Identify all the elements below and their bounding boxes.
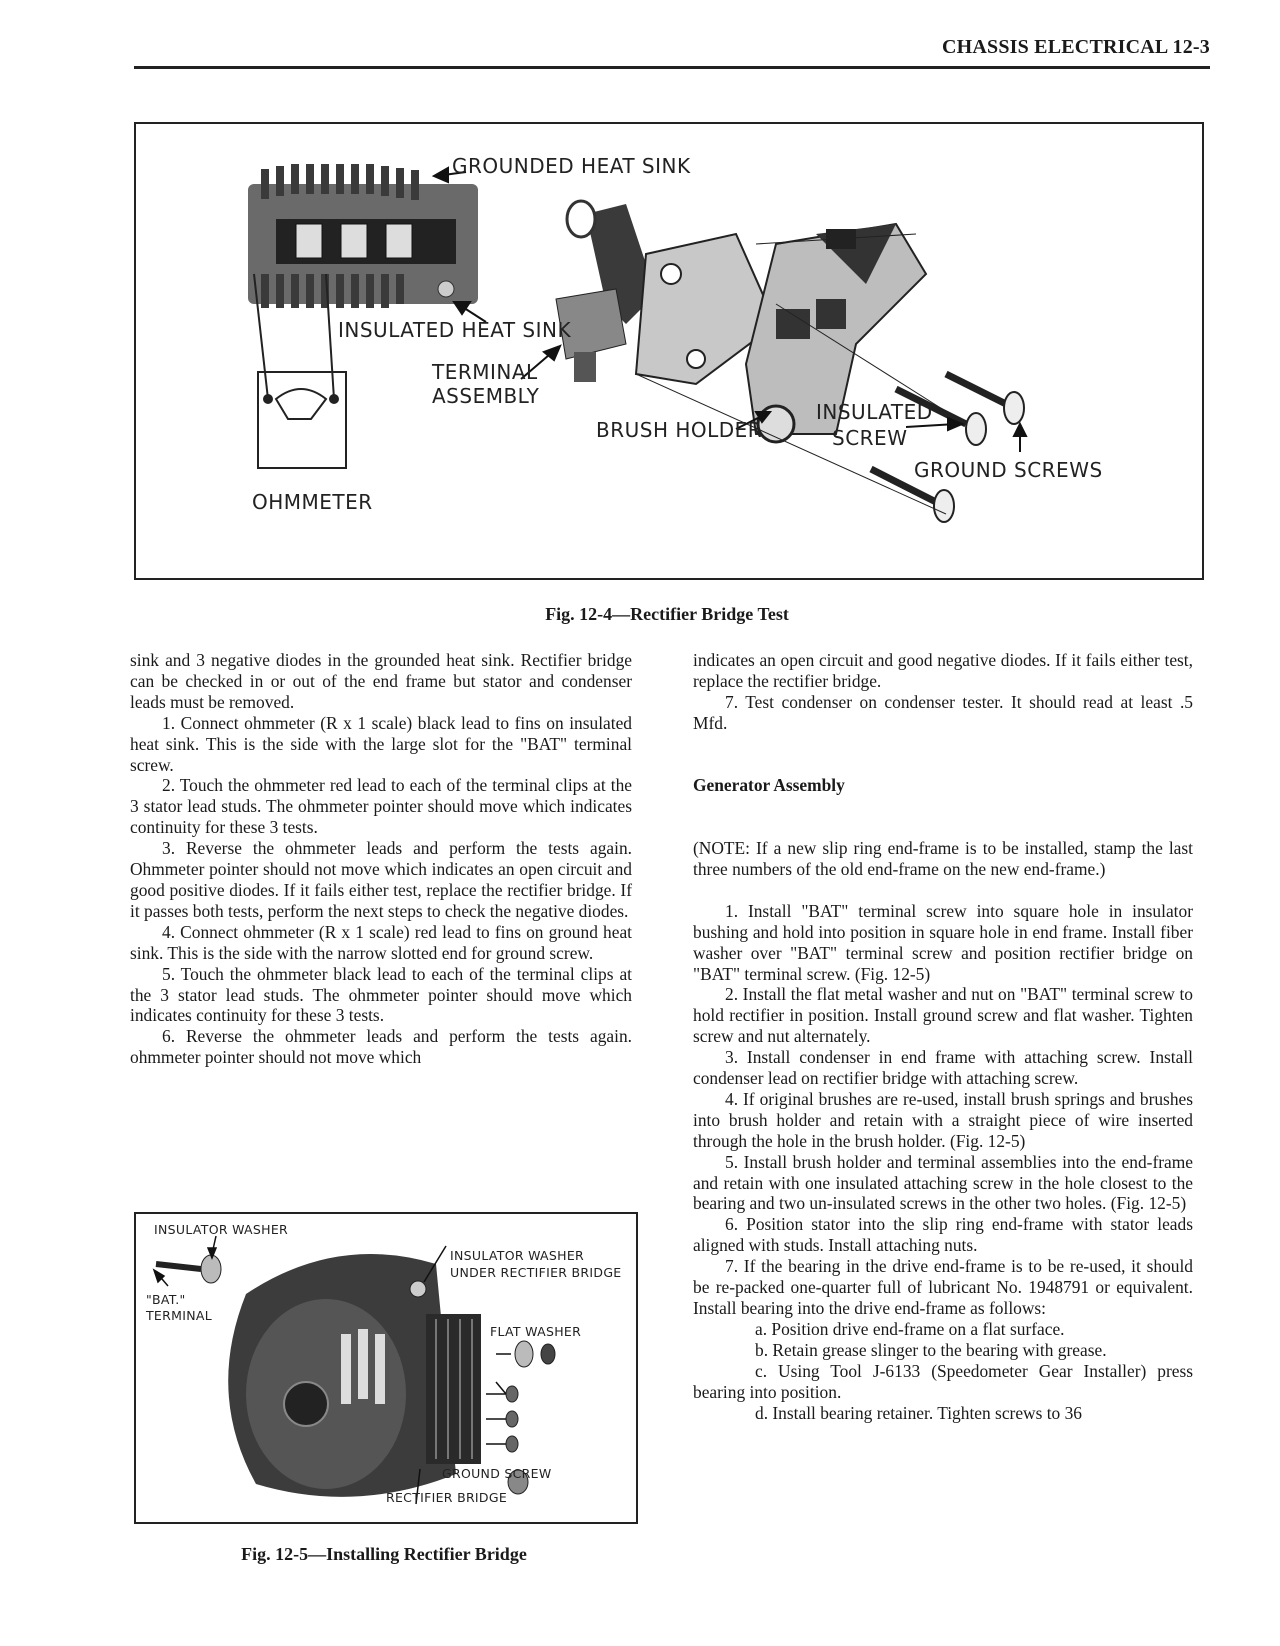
assembly-step-5: 5. Install brush holder and terminal assemblies into the end-frame and retain with one insulated attaching screw in the hole closest to the bearing and two un-insulated screws in the other two holes. (Fig. 12-5) [693, 1151, 1193, 1214]
label-bat: "BAT." [146, 1292, 186, 1307]
figure-12-4-caption: Fig. 12-4—Rectifier Bridge Test [545, 604, 789, 624]
label-terminal: TERMINAL [432, 360, 538, 384]
page-header: CHASSIS ELECTRICAL 12-3 [941, 36, 1210, 58]
label-insulator-washer-2: INSULATOR WASHER [450, 1248, 585, 1263]
figure-rectifier-bridge-test [134, 122, 1204, 580]
label-screw: SCREW [832, 426, 908, 450]
left-paragraph-0: sink and 3 negative diodes in the grounded heat sink. Rectifier bridge can be checked in or out of the end frame but stator and condenser leads must be removed. [130, 650, 632, 712]
left-paragraph-2: 2. Touch the ohmmeter red lead to each of the terminal clips at the 3 stator lead studs. The ohmmeter pointer should move which indicates continuity for these 3 tests. [130, 775, 632, 838]
section-heading-generator-assembly: Generator Assembly [693, 775, 845, 796]
right-column [693, 650, 1193, 1423]
label-terminal-fig2: TERMINAL [146, 1308, 212, 1323]
assembly-step-3: 3. Install condenser in end frame with attaching screw. Install condenser lead on rectifier bridge with attaching screw. [693, 1047, 1193, 1089]
right-intro-0: indicates an open circuit and good negative diodes. If it fails either test, replace the rectifier bridge. [693, 650, 1193, 691]
label-ground-screws: GROUND SCREWS [914, 458, 1103, 482]
assembly-substep-b: b. Retain grease slinger to the bearing with grease. [755, 1339, 1107, 1360]
label-flat-washer: FLAT WASHER [490, 1324, 582, 1339]
label-insulated: INSULATED [816, 400, 933, 424]
assembly-substep-c: c. Using Tool J-6133 (Speedometer Gear Installer) press bearing into position. [693, 1360, 1193, 1402]
left-column [130, 650, 632, 1068]
assembly-step-4: 4. If original brushes are re-used, install brush springs and brushes into brush holder and retain with a straight piece of wire inserted through the hole in the brush holder. (Fig. 12-5) [693, 1088, 1193, 1151]
assembly-step-1: 1. Install "BAT" terminal screw into square hole in insulator bushing and hold into position in square hole in end frame. Install fiber washer over "BAT" terminal screw and position rectifier bridge on "BAT" terminal screw. (Fig. 12-5) [693, 900, 1193, 984]
label-under-rectifier-bridge: UNDER RECTIFIER BRIDGE [450, 1265, 622, 1280]
left-paragraph-3: 3. Reverse the ohmmeter leads and perform the tests again. Ohmmeter pointer should not move which indicates an open circuit and good positive diodes. If it fails either test, replace the rectifier bridge. If it passes both tests, perform the next steps to check the negative diodes. [130, 838, 632, 921]
terminal-assembly-illustration [556, 201, 776, 384]
assembly-note: (NOTE: If a new slip ring end-frame is to be installed, stamp the last three numbers of the old end-frame on the new end-frame.) [693, 838, 1193, 879]
figure-12-5-caption: Fig. 12-5—Installing Rectifier Bridge [241, 1544, 527, 1564]
label-ground-screw: GROUND SCREW [442, 1466, 552, 1481]
left-paragraph-4: 4. Connect ohmmeter (R x 1 scale) red lead to fins on ground heat sink. This is the side with the narrow slotted end for ground screw. [130, 921, 632, 963]
assembly-step-7: 7. If the bearing in the drive end-frame is to be re-used, it should be re-packed one-quarter full of lubricant No. 1948791 or equivalent. Install bearing into the drive end-frame as follows: [693, 1256, 1193, 1319]
label-assembly: ASSEMBLY [432, 384, 540, 408]
right-intro-1: 7. Test condenser on condenser tester. It should read at least .5 Mfd. [693, 691, 1193, 733]
figure-installing-rectifier-bridge [134, 1212, 638, 1524]
label-rectifier-bridge: RECTIFIER BRIDGE [386, 1490, 508, 1505]
label-ohmmeter: OHMMETER [252, 490, 373, 514]
label-brush-holder: BRUSH HOLDER [596, 418, 763, 442]
left-paragraph-1: 1. Connect ohmmeter (R x 1 scale) black lead to fins on insulated heat sink. This is the side with the large slot for the "BAT" terminal screw. [130, 712, 632, 775]
left-paragraph-6: 6. Reverse the ohmmeter leads and perform the tests again. ohmmeter pointer should not move which [130, 1026, 632, 1068]
assembly-step-2: 2. Install the flat metal washer and nut on "BAT" terminal screw to hold rectifier in position. Install ground screw and flat washer. Tighten screw and nut alternately. [693, 984, 1193, 1047]
header-rule [134, 66, 1210, 69]
heat-sink-illustration [248, 164, 478, 308]
assembly-substep-a: a. Position drive end-frame on a flat surface. [755, 1318, 1065, 1339]
left-paragraph-5: 5. Touch the ohmmeter black lead to each of the terminal clips at the 3 stator lead studs. The ohmmeter pointer should move which indicates continuity for these 3 tests. [130, 963, 632, 1026]
end-frame-illustration [228, 1254, 481, 1497]
label-grounded-heat-sink: GROUNDED HEAT SINK [452, 154, 691, 178]
assembly-substep-d: d. Install bearing retainer. Tighten screws to 36 [755, 1402, 1082, 1423]
assembly-step-6: 6. Position stator into the slip ring end-frame with stator leads aligned with studs. Install attaching nuts. [693, 1214, 1193, 1256]
label-insulator-washer: INSULATOR WASHER [154, 1222, 289, 1237]
label-insulated-heat-sink: INSULATED HEAT SINK [338, 318, 572, 342]
